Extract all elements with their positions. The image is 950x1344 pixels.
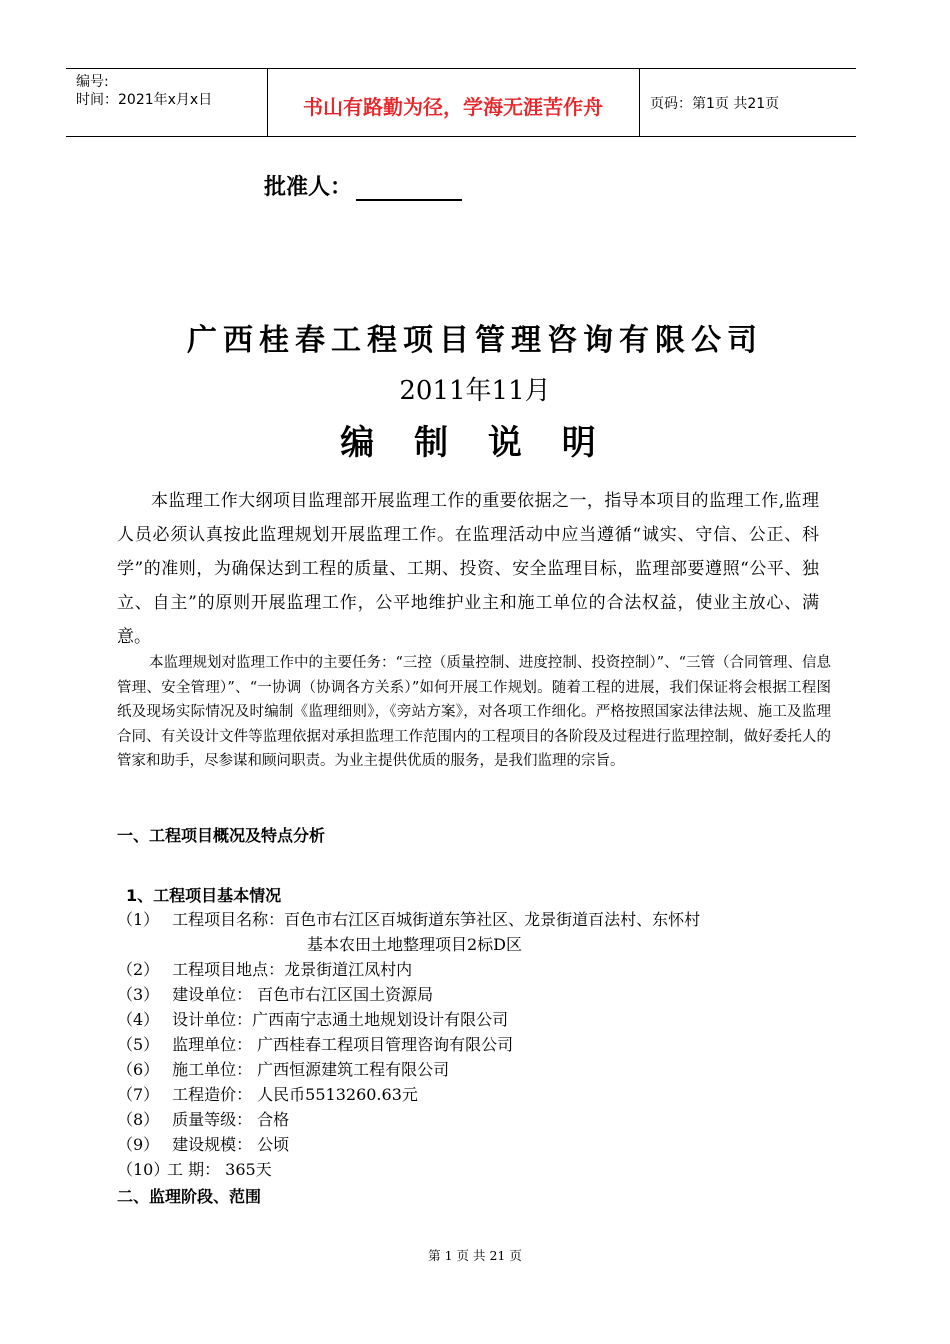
item-number: （6） <box>117 1060 160 1079</box>
section-heading: 一、工程项目概况及特点分析 <box>117 826 326 845</box>
list-item <box>117 1057 700 1082</box>
item-text: 质量等级： 合格 <box>167 1110 290 1129</box>
list-item <box>117 1032 700 1057</box>
header-number: 编号: <box>76 74 109 90</box>
approver-field <box>264 170 462 201</box>
approver-label: 批准人： <box>264 175 353 200</box>
item-number: （2） <box>117 960 160 979</box>
item-text: 工 期： 365天 <box>167 1160 272 1179</box>
item-text: 工程项目地点：龙景街道江凤村内 <box>167 960 413 979</box>
intro-paragraph: 本监理工作大纲项目监理部开展监理工作的重要依据之一，指导本项目的监理工作,监理人员必须认真按此监理规划开展监理工作。在监理活动中应当遵循“诚实、守信、公正、科学”的准则，为确保达到工程的质量、工期、投资、安全监理目标，监理部要遵照“公平、独立、自主”的原则开展监理工作，公平地维护业主和施工单位的合法权益，使业主放心、满意。 <box>117 491 819 647</box>
document-date: 2011年11月 <box>399 376 551 406</box>
section-heading: 二、监理阶段、范围 <box>117 1187 262 1206</box>
item-text: 建设单位： 百色市右江区国土资源局 <box>167 985 434 1004</box>
item-number: （7） <box>117 1085 160 1104</box>
item-number: （5） <box>117 1035 160 1054</box>
document-title: 编 制 说 明 <box>340 423 610 463</box>
item-text: 建设规模： 公顷 <box>167 1135 290 1154</box>
item-number: （10） <box>117 1160 170 1179</box>
header-time: 时间：2021年x月x日 <box>76 92 213 108</box>
header-page-info: 页码：第1页 共21页 <box>650 96 780 112</box>
list-item <box>117 1157 700 1182</box>
item-text: 监理单位： 广西桂春工程项目管理咨询有限公司 <box>167 1035 514 1054</box>
item-text: 工程项目名称：百色市右江区百城街道东笋社区、龙景街道百法村、东怀村 <box>167 910 701 929</box>
list-item <box>117 1082 700 1107</box>
header-motto: 书山有路勤为径，学海无涯苦作舟 <box>303 95 603 119</box>
item-text-continued: 基本农田土地整理项目2标D区 <box>307 935 523 954</box>
list-item <box>117 907 700 957</box>
document-header <box>66 68 856 137</box>
item-number: （8） <box>117 1110 160 1129</box>
approver-signature-line <box>356 177 462 201</box>
header-divider <box>639 69 640 136</box>
item-text: 施工单位： 广西恒源建筑工程有限公司 <box>167 1060 450 1079</box>
item-number: （1） <box>117 910 160 929</box>
subsection-heading: 1、工程项目基本情况 <box>126 886 282 905</box>
tasks-paragraph: 本监理规划对监理工作中的主要任务：“三控（质量控制、进度控制、投资控制）”、“三管（合同管理、信息管理、安全管理）”、“一协调（协调各方关系）”如何开展工作规划。随着工程的进展，我们保证将会根据工程图纸及现场实际情况及时编制《监理细则》，《旁站方案》，对各项工作细化。严格按照国家法律法规、施工及监理合同、有关设计文件等监理依据对承担监理工作范围内的工程项目的各阶段及过程进行监理控制，做好委托人的管家和助手，尽参谋和顾问职责。为业主提供优质的服务，是我们监理的宗旨。 <box>117 655 831 769</box>
project-info-list <box>117 907 700 1182</box>
item-number: （3） <box>117 985 160 1004</box>
list-item <box>117 1107 700 1132</box>
company-name: 广西桂春工程项目管理咨询有限公司 <box>187 323 763 358</box>
list-item <box>117 1007 700 1032</box>
list-item <box>117 982 700 1007</box>
item-text: 工程造价： 人民币5513260.63元 <box>167 1085 418 1104</box>
page-footer: 第 1 页 共 21 页 <box>428 1248 522 1263</box>
item-number: （9） <box>117 1135 160 1154</box>
item-number: （4） <box>117 1010 160 1029</box>
list-item <box>117 957 700 982</box>
list-item <box>117 1132 700 1157</box>
item-text: 设计单位：广西南宁志通土地规划设计有限公司 <box>167 1010 509 1029</box>
header-meta <box>76 73 212 109</box>
